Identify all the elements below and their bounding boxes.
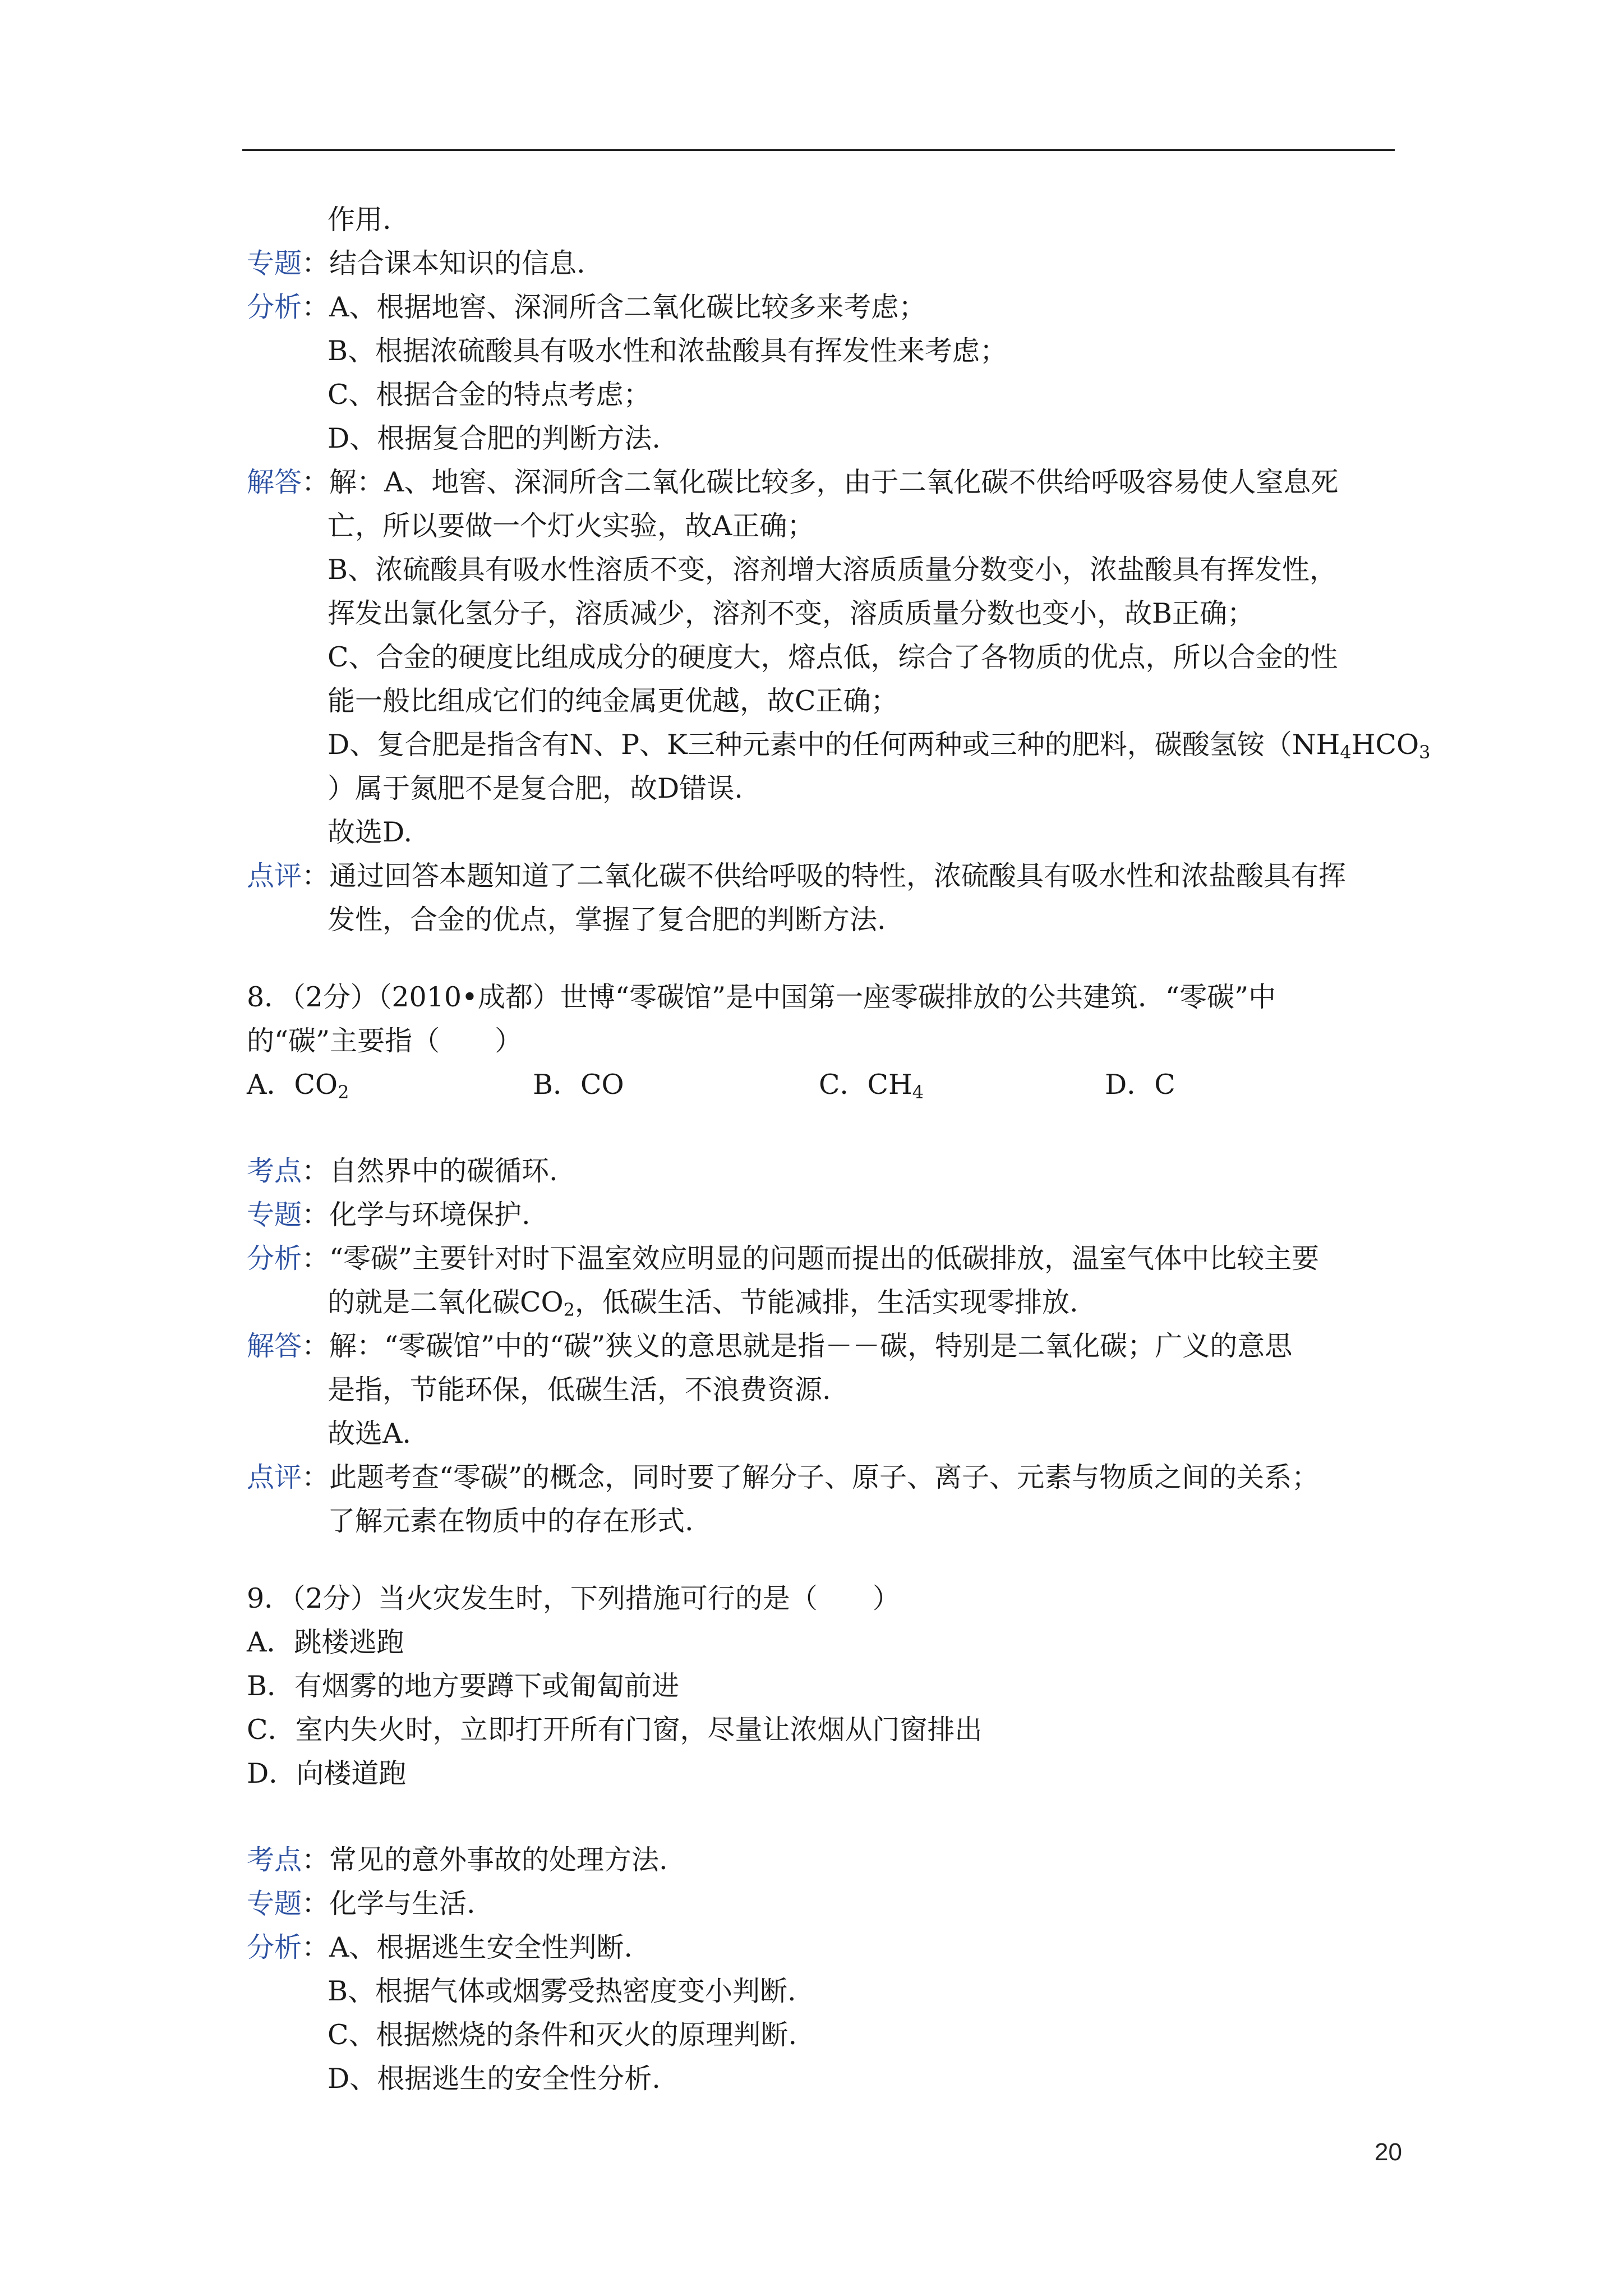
jieda-text: B、浓硫酸具有吸水性溶质不变，溶剂增大溶质质量分数变小，浓盐酸具有挥发性， — [328, 554, 1338, 586]
kaodian-label: 考点 — [247, 1155, 302, 1187]
jieda-label: 解答 — [247, 466, 302, 498]
jieda-text: ）属于氮肥不是复合肥，故D错误. — [328, 772, 743, 804]
option-a: A．跳楼逃跑 — [247, 1626, 404, 1658]
kaodian-text: ：自然界中的碳循环. — [302, 1155, 558, 1187]
jieda-text: ：解：“零碳馆”中的“碳”狭义的意思就是指－－碳，特别是二氧化碳；广义的意思 — [302, 1330, 1293, 1362]
fenxi-text: B、根据气体或烟雾受热密度变小判断. — [328, 1975, 796, 2007]
fenxi-label: 分析 — [247, 1243, 302, 1274]
zhuanti-text: ：化学与生活. — [302, 1888, 476, 1920]
jieda-text: 亡，所以要做一个灯火实验，故A正确； — [328, 510, 815, 542]
zhuanti-text: ：结合课本知识的信息. — [302, 247, 585, 279]
subscript: 2 — [563, 1299, 575, 1320]
text: 作用. — [328, 204, 391, 236]
zhuanti-label: 专题 — [247, 1888, 302, 1920]
kaodian-text: ：常见的意外事故的处理方法. — [302, 1844, 668, 1876]
jieda-text: C、合金的硬度比组成成分的硬度大，熔点低，综合了各物质的优点，所以合金的性 — [328, 641, 1338, 673]
jieda-text-part: HCO — [1351, 729, 1419, 761]
fenxi-label: 分析 — [247, 1931, 302, 1963]
jieda-text: ：解：A、地窖、深洞所含二氧化碳比较多，由于二氧化碳不供给呼吸容易使人窒息死 — [302, 466, 1339, 498]
fenxi-text: B、根据浓硫酸具有吸水性和浓盐酸具有挥发性来考虑； — [328, 335, 1008, 367]
fenxi-text — [328, 1281, 1078, 1324]
fenxi-text-part: ，低碳生活、节能减排，生活实现零排放. — [575, 1286, 1078, 1318]
dianping-label: 点评 — [247, 860, 302, 892]
subscript: 4 — [1340, 742, 1352, 763]
fenxi-text: ：“零碳”主要针对时下温室效应明显的问题而提出的低碳排放，温室气体中比较主要 — [302, 1243, 1320, 1274]
subscript: 2 — [338, 1082, 349, 1103]
option-c — [819, 1064, 924, 1106]
option-d: D．C — [1105, 1069, 1175, 1101]
option-d: D．向楼道跑 — [247, 1757, 407, 1789]
jieda-text: 故选A. — [328, 1418, 411, 1450]
fenxi-text: D、根据复合肥的判断方法. — [328, 422, 661, 454]
option-a — [247, 1064, 349, 1106]
subscript: 4 — [912, 1082, 924, 1103]
dianping-text: ：通过回答本题知道了二氧化碳不供给呼吸的特性，浓硫酸具有吸水性和浓盐酸具有挥 — [302, 860, 1347, 892]
option-c-text: C．CH — [819, 1069, 912, 1101]
fenxi-text: ：A、根据逃生安全性判断. — [302, 1931, 633, 1963]
jieda-text: 能一般比组成它们的纯金属更优越，故C正确； — [328, 685, 898, 717]
dianping-label: 点评 — [247, 1461, 302, 1493]
dianping-text: ：此题考查“零碳”的概念，同时要了解分子、原子、离子、元素与物质之间的关系； — [302, 1461, 1320, 1493]
fenxi-label: 分析 — [247, 291, 302, 323]
jieda-text: 挥发出氯化氢分子，溶质减少，溶剂不变，溶质质量分数也变小，故B正确； — [328, 597, 1255, 629]
dianping-text: 了解元素在物质中的存在形式. — [328, 1505, 694, 1537]
fenxi-text: C、根据合金的特点考虑； — [328, 379, 651, 411]
option-a-text: A．CO — [247, 1069, 338, 1101]
zhuanti-label: 专题 — [247, 1199, 302, 1231]
fenxi-text-part: 的就是二氧化碳CO — [328, 1286, 564, 1318]
jieda-text — [328, 724, 1430, 766]
kaodian-label: 考点 — [247, 1844, 302, 1876]
fenxi-text: C、根据燃烧的条件和灭火的原理判断. — [328, 2019, 797, 2051]
zhuanti-text: ：化学与环境保护. — [302, 1199, 531, 1231]
option-b: B．有烟雾的地方要蹲下或匍匐前进 — [247, 1670, 680, 1702]
dianping-text: 发性，合金的优点，掌握了复合肥的判断方法. — [328, 904, 886, 936]
page-number: 20 — [1375, 2138, 1402, 2166]
question-stem: 8．（2分）（2010•成都）世博“零碳馆”是中国第一座零碳排放的公共建筑．“零碳”中 — [247, 981, 1276, 1013]
fenxi-text: D、根据逃生的安全性分析. — [328, 2063, 661, 2095]
jieda-label: 解答 — [247, 1330, 302, 1362]
subscript: 3 — [1419, 742, 1431, 763]
question-stem: 的“碳”主要指（ ） — [247, 1025, 523, 1057]
jieda-text: 故选D. — [328, 816, 413, 848]
jieda-text: 是指，节能环保，低碳生活，不浪费资源. — [328, 1374, 831, 1406]
zhuanti-label: 专题 — [247, 247, 302, 279]
option-c: C．室内失火时，立即打开所有门窗，尽量让浓烟从门窗排出 — [247, 1714, 983, 1746]
jieda-text-part: D、复合肥是指含有N、P、K三种元素中的任何两种或三种的肥料，碳酸氢铵（NH — [328, 729, 1340, 761]
fenxi-text: ：A、根据地窖、深洞所含二氧化碳比较多来考虑； — [302, 291, 926, 323]
question-stem: 9．（2分）当火灾发生时，下列措施可行的是（ ） — [247, 1582, 900, 1614]
option-b: B．CO — [533, 1069, 624, 1101]
